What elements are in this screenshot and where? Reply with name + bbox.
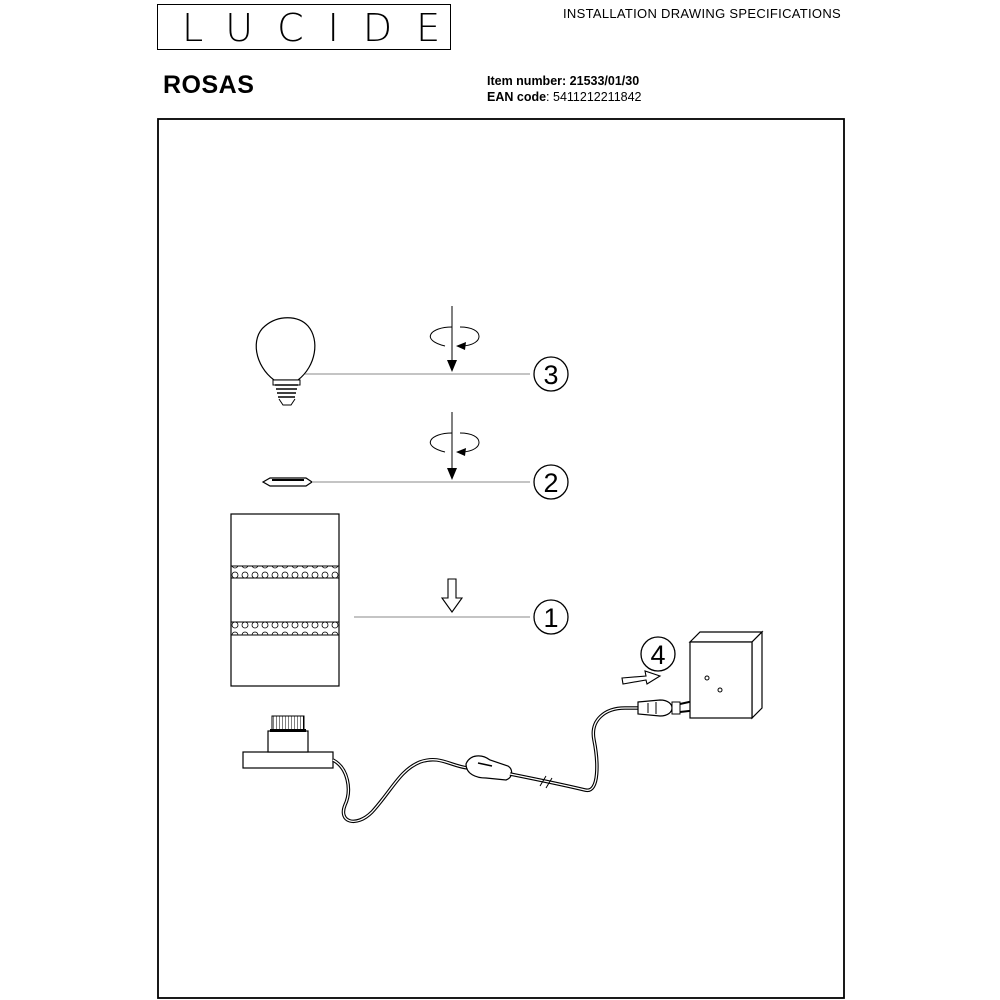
plug (638, 700, 698, 716)
power-cable-1 (333, 760, 468, 822)
right-arrow-icon-4 (622, 671, 660, 684)
item-number-label: Item number: (487, 74, 567, 88)
ean-label: EAN code (487, 90, 547, 104)
ean-value: : 5411212211842 (546, 90, 642, 104)
inline-switch (466, 756, 512, 780)
step-1-marker (534, 600, 568, 634)
item-number-value: 21533/01/30 (569, 74, 640, 88)
step-4-label: 4 (650, 640, 666, 670)
rotate-arrow-icon-3 (430, 306, 479, 372)
wall-socket (690, 632, 762, 718)
product-name: ROSAS (163, 71, 255, 99)
lamp-base (243, 716, 333, 768)
shade-part (231, 514, 339, 686)
ring-part (263, 478, 312, 486)
step-1-label: 1 (543, 603, 559, 633)
step-3-label: 3 (543, 360, 559, 390)
step-4-marker (641, 637, 675, 671)
brand-name: LUCIDE (182, 6, 465, 50)
step-3-marker (534, 357, 568, 391)
spec-title: INSTALLATION DRAWING SPECIFICATIONS (563, 6, 841, 21)
step-2-marker (534, 465, 568, 499)
step-2-label: 2 (543, 468, 559, 498)
bulb-part (256, 318, 315, 405)
rotate-arrow-icon-2 (430, 412, 479, 480)
down-arrow-icon-1 (442, 579, 462, 612)
